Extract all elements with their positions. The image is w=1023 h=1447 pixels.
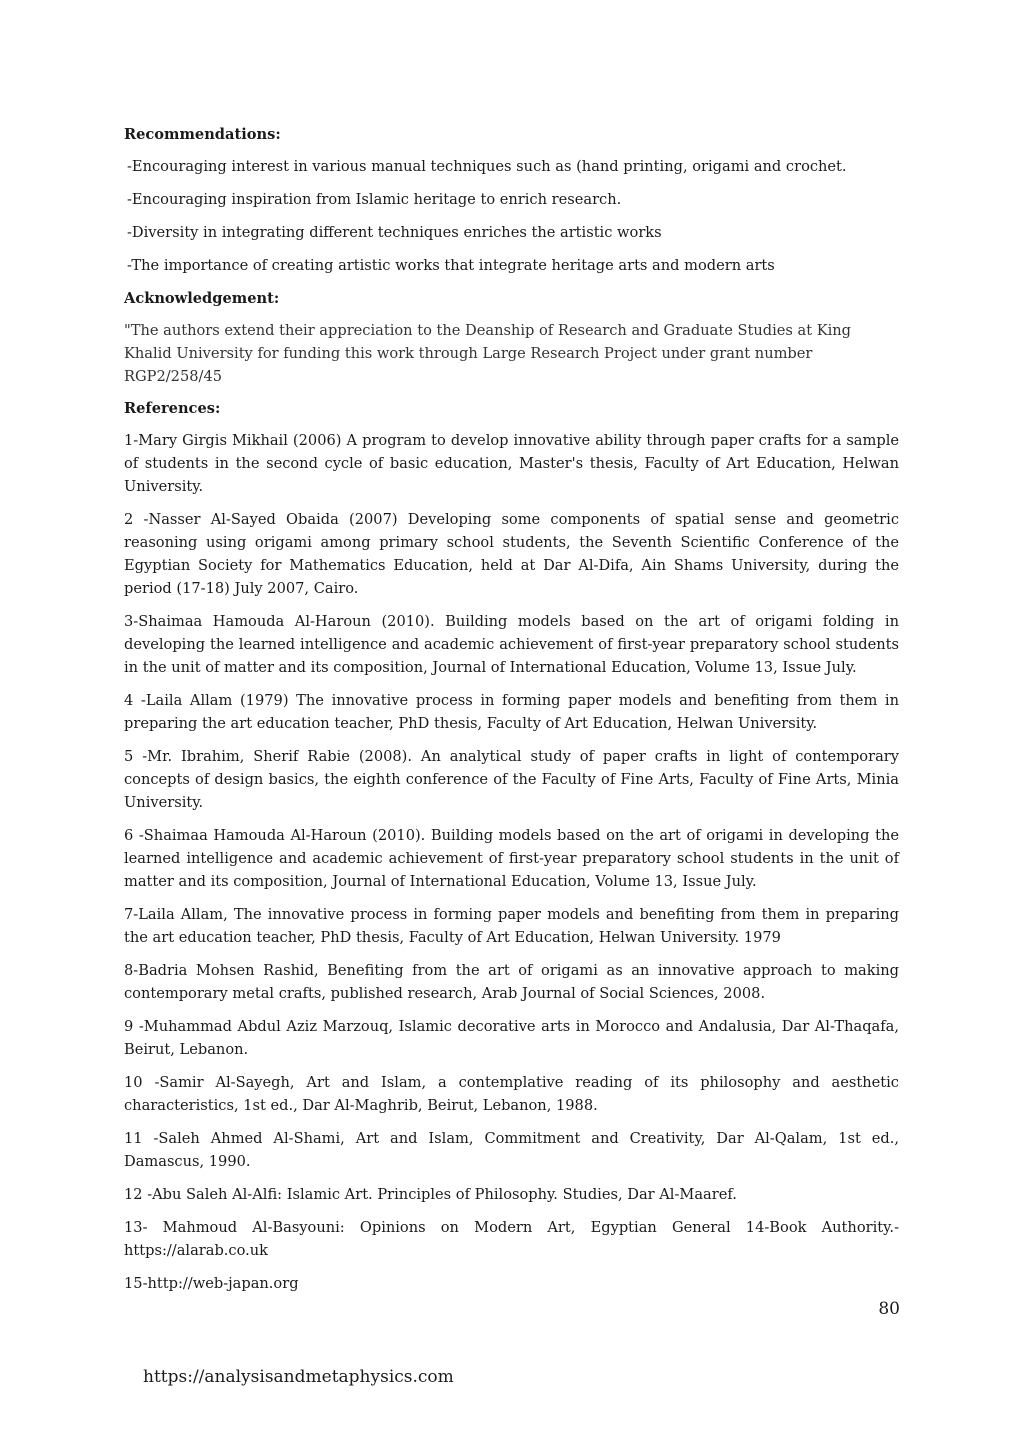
reference-item: 7-Laila Allam, The innovative process in forming paper models and benefiting from them in preparing the art education teacher, PhD thesis, Faculty of Art Education, Helwan University. 1979 (124, 906, 899, 946)
reference-item: 9 -Muhammad Abdul Aziz Marzouq, Islamic decorative arts in Morocco and Andalusia, Dar Al-Thaqafa, Beirut, Lebanon. (124, 1018, 899, 1058)
reference-item: 15-http://web-japan.org (124, 1275, 299, 1292)
reference-item: 1-Mary Girgis Mikhail (2006) A program to develop innovative ability through paper crafts for a sample of students in the second cycle of basic education, Master's thesis, Faculty of Art Education, Helwan University. (124, 432, 899, 495)
acknowledgement-text: "The authors extend their appreciation to the Deanship of Research and Graduate Studies at King Khalid University for funding this work through Large Research Project under grant number RGP2/258/45 (124, 322, 852, 385)
reference-item: 3-Shaimaa Hamouda Al-Haroun (2010). Building models based on the art of origami folding in developing the learned intelligence and academic achievement of first-year preparatory school students in the unit of matter and its composition, Journal of International Education, Volume 13, Issue July. (124, 613, 899, 676)
reference-item: 10 -Samir Al-Sayegh, Art and Islam, a contemplative reading of its philosophy and aesthetic characteristics, 1st ed., Dar Al-Maghrib, Beirut, Lebanon, 1988. (124, 1074, 899, 1114)
acknowledgement-heading: Acknowledgement: (124, 290, 280, 307)
reference-item: 4 -Laila Allam (1979) The innovative process in forming paper models and benefiting from them in preparing the art education teacher, PhD thesis, Faculty of Art Education, Helwan University. (124, 692, 899, 732)
page-number: 80 (878, 1299, 900, 1319)
recommendation-item: -The importance of creating artistic works that integrate heritage arts and modern arts (127, 257, 775, 274)
reference-item: 12 -Abu Saleh Al-Alfi: Islamic Art. Principles of Philosophy. Studies, Dar Al-Maaref. (124, 1186, 737, 1203)
footer-url: https://analysisandmetaphysics.com (143, 1367, 454, 1387)
reference-item: 13- Mahmoud Al-Basyouni: Opinions on Modern Art, Egyptian General 14-Book Authority.- https://alarab.co.uk (124, 1219, 899, 1259)
reference-item: 11 -Saleh Ahmed Al-Shami, Art and Islam, Commitment and Creativity, Dar Al-Qalam, 1st ed., Damascus, 1990. (124, 1130, 899, 1170)
reference-item: 6 -Shaimaa Hamouda Al-Haroun (2010). Building models based on the art of origami in developing the learned intelligence and academic achievement of first-year preparatory school students in the unit of matter and its composition, Journal of International Education, Volume 13, Issue July. (124, 827, 899, 890)
recommendation-item: -Encouraging inspiration from Islamic heritage to enrich research. (127, 191, 622, 208)
reference-item: 5 -Mr. Ibrahim, Sherif Rabie (2008). An analytical study of paper crafts in light of contemporary concepts of design basics, the eighth conference of the Faculty of Fine Arts, Faculty of Fine Arts, Minia University. (124, 748, 899, 811)
reference-item: 8-Badria Mohsen Rashid, Benefiting from the art of origami as an innovative approach to making contemporary metal crafts, published research, Arab Journal of Social Sciences, 2008. (124, 962, 899, 1002)
references-heading: References: (124, 400, 221, 417)
recommendation-item: -Diversity in integrating different techniques enriches the artistic works (127, 224, 662, 241)
recommendations-heading: Recommendations: (124, 126, 281, 143)
page-content (124, 123, 899, 1305)
reference-item: 2 -Nasser Al-Sayed Obaida (2007) Developing some components of spatial sense and geometric reasoning using origami among primary school students, the Seventh Scientific Conference of the Egyptian Society for Mathematics Education, held at Dar Al-Difa, Ain Shams University, during the period (17-18) July 2007, Cairo. (124, 511, 899, 597)
recommendation-item: -Encouraging interest in various manual techniques such as (hand printing, origami and crochet. (127, 158, 847, 175)
